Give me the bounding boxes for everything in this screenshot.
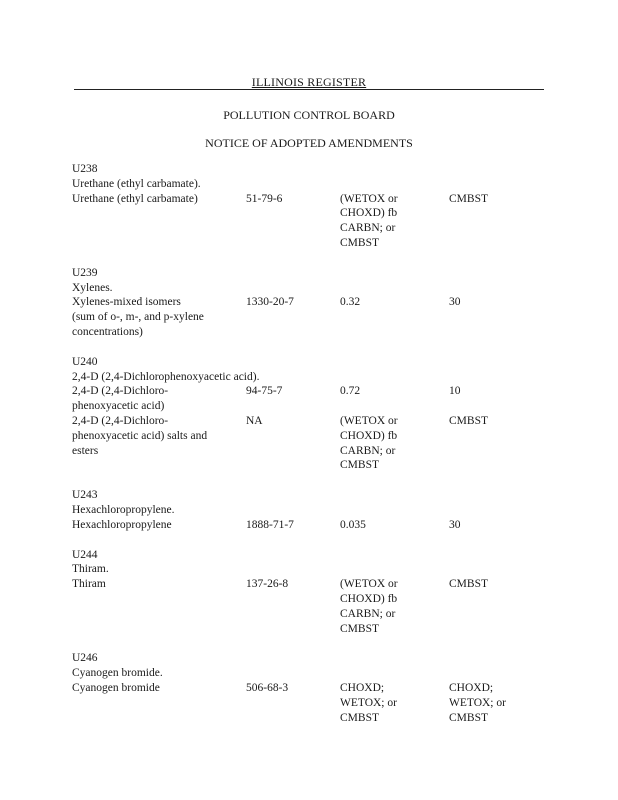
nonwastewater-standard: CMBST [449,415,488,427]
wastewater-standard: 0.32 [340,296,361,309]
wastewater-standard: CARBN; or [340,444,396,457]
constituent-heading: Thiram. [72,563,109,576]
constituent-heading: Urethane (ethyl carbamate). [72,177,201,190]
wastewater-standard: 0.72 [340,385,361,398]
nonwastewater-standard: CMBST [449,192,488,205]
waste-code: U244 [72,548,98,561]
wastewater-standard: WETOX; or [340,696,397,709]
wastewater-standard: CHOXD) fb [340,429,398,442]
constituent-name: 2,4-D (2,4-Dichloro- [72,385,169,398]
waste-code: U240 [72,355,98,368]
notice-title: NOTICE OF ADOPTED AMENDMENTS [205,136,413,150]
wastewater-standard: (WETOX or [340,415,398,427]
constituent-name: Cyanogen bromide [72,682,160,694]
constituent-name: concentrations) [72,326,143,338]
nonwastewater-standard: WETOX; or [449,696,506,709]
wastewater-standard: (WETOX or [340,192,398,205]
wastewater-standard: CHOXD) fb [340,593,398,605]
constituent-name: Hexachloropropylene [72,518,172,531]
constituent-name: phenoxyacetic acid) salts and [72,429,208,442]
constituent-name: Thiram [72,578,106,591]
waste-code: U243 [72,489,98,502]
constituent-name: phenoxyacetic acid) [72,400,165,413]
wastewater-standard: CMBST [340,459,379,472]
header-rule [74,89,544,90]
constituent-heading: Hexachloropropylene. [72,504,175,516]
nonwastewater-standard: 10 [449,385,461,398]
wastewater-standard: CHOXD; [340,682,385,694]
board-title: POLLUTION CONTROL BOARD [223,108,395,122]
waste-code: U239 [72,266,98,279]
wastewater-standard: CMBST [340,711,379,724]
nonwastewater-standard: CMBST [449,711,488,724]
cas-number: 1330-20-7 [246,296,294,309]
constituent-heading: 2,4-D (2,4-Dichlorophenoxyacetic acid). [72,370,260,383]
constituent-name: 2,4-D (2,4-Dichloro- [72,415,169,427]
waste-code: U246 [72,652,98,665]
cas-number: 506-68-3 [246,682,289,694]
cas-number: NA [246,415,263,427]
cas-number: 51-79-6 [246,192,283,205]
wastewater-standard: CMBST [340,237,379,249]
wastewater-standard: 0.035 [340,518,366,531]
cas-number: 137-26-8 [246,578,289,591]
nonwastewater-standard: 30 [449,296,461,309]
constituent-name: (sum of o-, m-, and p-xylene [72,311,204,324]
cas-number: 1888-71-7 [246,518,294,531]
constituent-heading: Xylenes. [72,281,113,294]
wastewater-standard: (WETOX or [340,578,398,591]
constituent-name: esters [72,444,99,457]
constituent-name: Urethane (ethyl carbamate) [72,192,198,205]
constituent-name: Xylenes-mixed isomers [72,296,181,309]
constituent-heading: Cyanogen bromide. [72,667,163,680]
nonwastewater-standard: CMBST [449,578,488,591]
waste-code: U238 [72,163,98,175]
wastewater-standard: CARBN; or [340,222,396,235]
cas-number: 94-75-7 [246,385,283,398]
nonwastewater-standard: 30 [449,518,461,531]
wastewater-standard: CARBN; or [340,607,396,620]
wastewater-standard: CMBST [340,622,379,635]
wastewater-standard: CHOXD) fb [340,207,398,220]
nonwastewater-standard: CHOXD; [449,682,494,694]
register-title: ILLINOIS REGISTER [251,75,367,89]
